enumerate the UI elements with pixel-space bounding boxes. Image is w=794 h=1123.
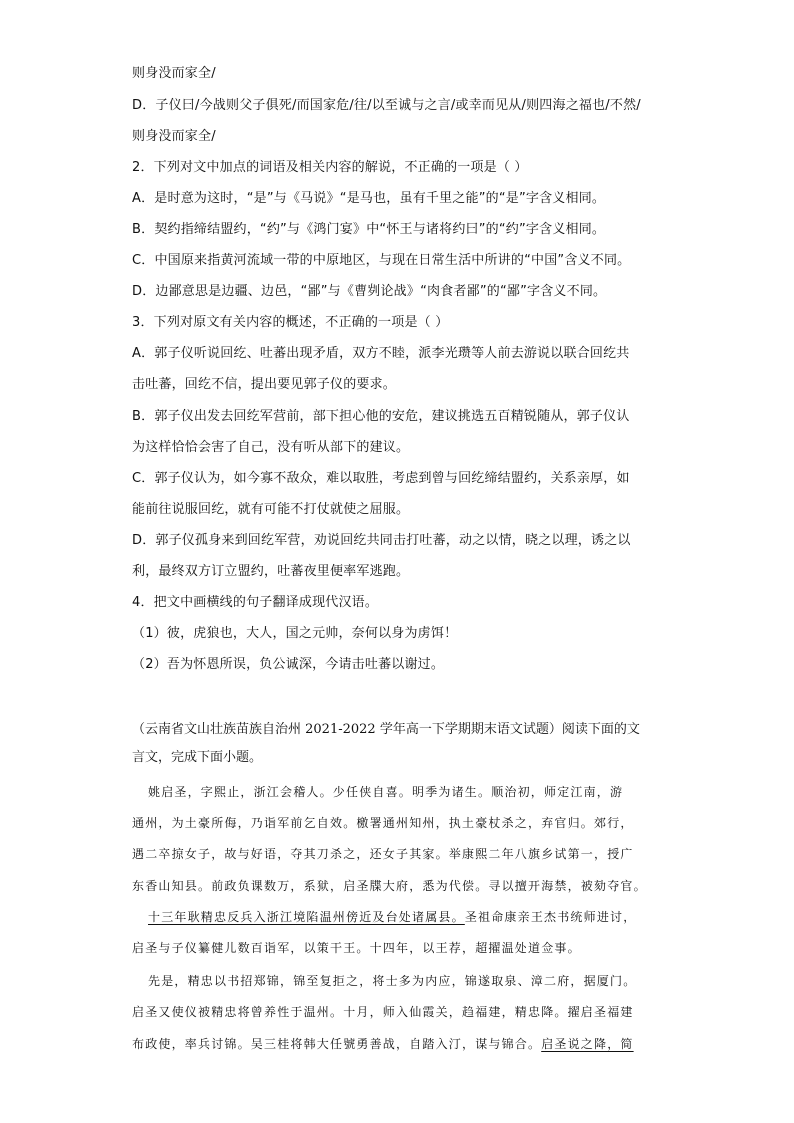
q4-sentence-2: （2）吾为怀恩所误，负公诚深，今请击吐蕃以谢过。 [132,657,445,672]
passage-text: 圣祖命康亲王杰书统师进讨， [464,910,637,924]
option-c-continuation: 则身没而家全/ [132,66,216,81]
q3-option-c-continuation: 能前往说服回纥，就有可能不打仗就使之屈服。 [132,502,410,517]
passage-line: 启圣又使仪被精忠将曾养性于温州。十月，师入仙霞关，趋福建，精忠降。擢启圣福建 [132,1005,634,1019]
q3-option-d-continuation: 利，最终双方订立盟约，吐蕃夜里便率军逃跑。 [132,564,410,579]
q2-option-c: C．中国原来指黄河流域一带的中原地区，与现在日常生活中所讲的“中国”含义不同。 [132,253,631,268]
question-2-stem: 2．下列对文中加点的词语及相关内容的解说，不正确的一项是（ ） [132,160,528,175]
q3-option-b-continuation: 为这样恰恰会害了自己，没有听从部下的建议。 [132,440,410,455]
source-line-1: （云南省文山壮族苗族自治州 2021-2022 学年高一下学期期末语文试题）阅读下面的文 [132,722,640,737]
underlined-sentence: 启圣说之降，简 [541,1037,634,1051]
passage-text: 布政使，率兵讨锦。吴三桂将韩大任號勇善战，自踏入汀，谋与锦合。 [132,1037,542,1051]
question-3-stem: 3．下列对原文有关内容的概述，不正确的一项是（ ） [132,315,449,330]
question-4-stem: 4．把文中画横线的句子翻译成现代汉语。 [132,595,379,610]
q2-option-b: B．契约指缔结盟约，“约”与《鸿门宴》中“怀王与诸将约曰”的“约”字含义相同。 [132,222,606,237]
q2-option-d: D．边鄙意思是边疆、边邑，“鄙”与《曹刿论战》“肉食者鄙”的“鄙”字含义不同。 [132,284,607,299]
passage-line [132,1034,634,1054]
q3-option-d: D．郭子仪孤身来到回纥军营，劝说回纥共同击打吐蕃，动之以情，晓之以理，诱之以 [132,533,631,548]
passage-line: 通州，为土豪所侮，乃诣军前乞自效。檄署通州知州，执土豪杖杀之，弃官归。郊行， [132,816,634,830]
q2-option-a: A．是时意为这时，“是”与《马说》“是马也，虽有千里之能”的“是”字含义相同。 [132,191,606,206]
passage-line [148,907,636,927]
q3-option-a: A．郭子仪听说回纥、吐蕃出现矛盾，双方不睦，派李光瓒等人前去游说以联合回纥共 [132,346,630,361]
q3-option-a-continuation: 击吐蕃，回纥不信，提出要见郭子仪的要求。 [132,377,397,392]
passage-line: 东香山知县。前政负课数万，系狱，启圣牒大府，悉为代偿。寻以擅开海禁，被劾夺官。 [132,879,647,893]
option-d: D．子仪曰/今战则父子俱死/而国家危/往/以至诚与之言/或幸而见从/则四海之福也/不然/ [132,98,641,113]
underlined-sentence: 十三年耿精忠反兵入浙江境陷温州傍近及台处诸属县。 [148,910,465,924]
q3-option-c: C．郭子仪认为，如今寡不敌众，难以取胜，考虑到曾与回纥缔结盟约，关系亲厚，如 [132,471,630,486]
source-line-2: 言文，完成下面小题。 [132,750,263,765]
passage-line: 姚启圣，字熙止，浙江会稽人。少任侠自喜。明季为诸生。顺治初，师定江南，游 [148,785,624,799]
q3-option-b: B．郭子仪出发去回纥军营前，部下担心他的安危，建议挑选五百精锐随从，郭子仪认 [132,409,630,424]
passage-line: 遇二卒掠女子，故与好语，夺其刀杀之，还女子其家。举康熙二年八旗乡试第一，授广 [132,847,634,861]
q4-sentence-1: （1）彼，虎狼也，大人，国之元帅，奈何以身为虏饵！ [132,626,458,641]
passage-line: 先是，精忠以书招郑锦，锦至复拒之，将士多为内应，锦遂取泉、漳二府，据厦门。 [148,974,637,988]
option-d-continuation: 则身没而家全/ [132,129,216,144]
passage-line: 启圣与子仪纂健儿数百诣军，以策干王。十四年，以王荐，超擢温处道佥事。 [132,941,581,955]
